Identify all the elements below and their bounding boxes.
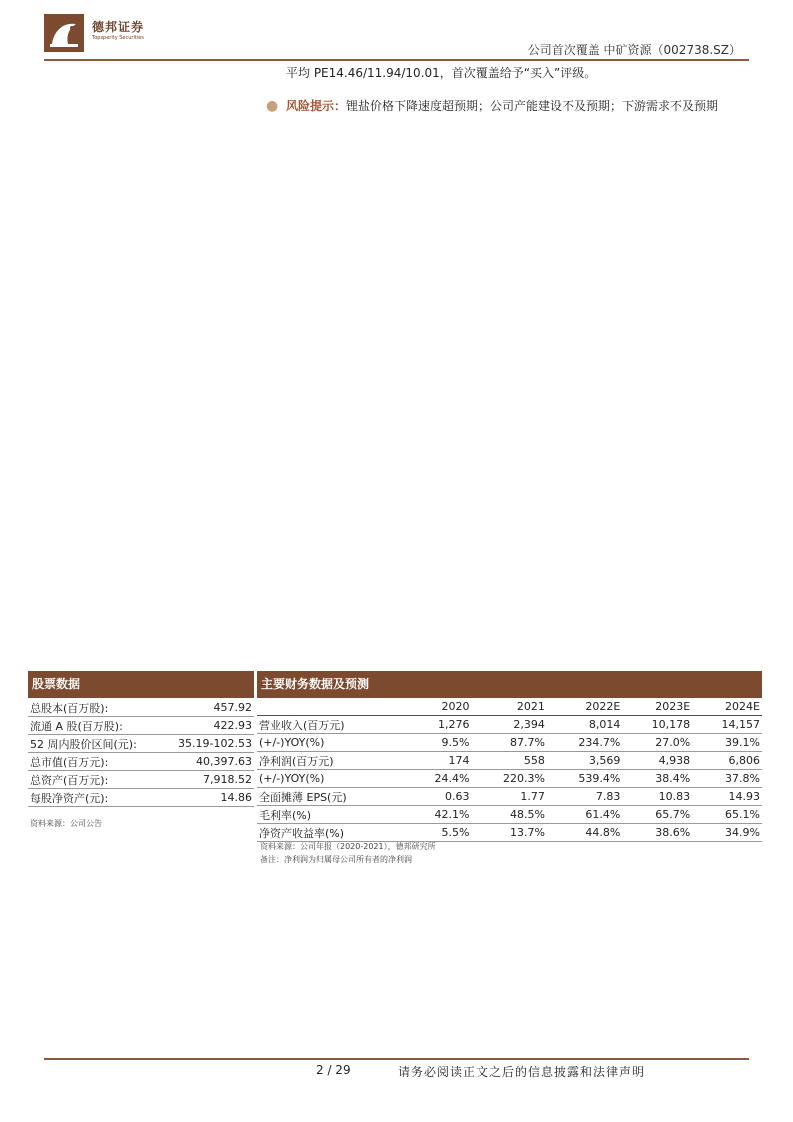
metric-value: 220.3%	[471, 770, 546, 788]
metric-label: 毛利率(%)	[257, 806, 408, 824]
risk-warning	[266, 97, 758, 115]
stock-row-value: 35.19-102.53	[161, 735, 254, 753]
metric-value: 539.4%	[547, 770, 622, 788]
metric-value: 44.8%	[547, 824, 622, 842]
metric-value: 9.5%	[408, 734, 472, 752]
stock-row-value: 457.92	[161, 699, 254, 717]
metric-value: 38.4%	[622, 770, 692, 788]
financials-source: 资料来源：公司年报（2020-2021），德邦研究所	[260, 842, 436, 851]
stock-row-value: 14.86	[161, 789, 254, 807]
metric-value: 27.0%	[622, 734, 692, 752]
bullet-icon: ●	[266, 98, 279, 114]
metric-value: 34.9%	[692, 824, 762, 842]
metric-value: 0.63	[408, 788, 472, 806]
metric-value: 42.1%	[408, 806, 472, 824]
table-row	[257, 824, 762, 842]
brand-name-en: Topsperity Securities	[92, 35, 144, 41]
stock-row-value: 422.93	[161, 717, 254, 735]
metric-value: 61.4%	[547, 806, 622, 824]
metric-value: 1.77	[471, 788, 546, 806]
metric-value: 14,157	[692, 716, 762, 734]
stock-row-value: 40,397.63	[161, 753, 254, 771]
stock-data-title: 股票数据	[28, 671, 254, 698]
risk-label: 风险提示：	[286, 99, 347, 113]
table-row	[257, 788, 762, 806]
financials-note: 备注：净利润为归属母公司所有者的净利润	[260, 855, 412, 864]
stock-row-label: 流通 A 股(百万股):	[28, 717, 161, 735]
metric-label: 营业收入(百万元)	[257, 716, 408, 734]
table-row	[28, 699, 254, 717]
year-header: 2022E	[547, 698, 622, 716]
metric-value: 24.4%	[408, 770, 472, 788]
metric-value: 10,178	[622, 716, 692, 734]
metric-label: 净利润(百万元)	[257, 752, 408, 770]
metric-value: 234.7%	[547, 734, 622, 752]
table-row	[28, 771, 254, 789]
brand-name-cn: 德邦证券	[92, 20, 145, 34]
table-row	[28, 753, 254, 771]
table-row	[28, 789, 254, 807]
metric-value: 8,014	[547, 716, 622, 734]
metric-value: 48.5%	[471, 806, 546, 824]
risk-text: 锂盐价格下降速度超预期；公司产能建设不及预期；下游需求不及预期	[346, 99, 719, 113]
financials-title: 主要财务数据及预测	[257, 671, 762, 698]
metric-label: 全面摊薄 EPS(元)	[257, 788, 408, 806]
metric-value: 558	[471, 752, 546, 770]
metric-value: 87.7%	[471, 734, 546, 752]
metric-value: 65.7%	[622, 806, 692, 824]
report-title: 公司首次覆盖 中矿资源（002738.SZ）	[527, 43, 741, 57]
footer-disclaimer: 请务必阅读正文之后的信息披露和法律声明	[398, 1065, 646, 1079]
financials-table	[257, 698, 762, 842]
metric-value: 1,276	[408, 716, 472, 734]
header-divider	[44, 59, 749, 61]
stock-row-label: 总市值(百万元):	[28, 753, 161, 771]
stock-row-label: 每股净资产(元):	[28, 789, 161, 807]
metric-value: 5.5%	[408, 824, 472, 842]
table-row	[257, 770, 762, 788]
year-header: 2021	[471, 698, 546, 716]
table-header-row	[257, 698, 762, 716]
metric-value: 4,938	[622, 752, 692, 770]
stock-row-value: 7,918.52	[161, 771, 254, 789]
company-logo-icon	[44, 14, 84, 52]
header-blank-cell	[257, 698, 408, 716]
metric-value: 2,394	[471, 716, 546, 734]
year-header: 2023E	[622, 698, 692, 716]
table-row	[257, 752, 762, 770]
table-row	[257, 734, 762, 752]
stock-row-label: 总资产(百万元):	[28, 771, 161, 789]
page-number: 2 / 29	[316, 1063, 351, 1077]
table-row	[257, 806, 762, 824]
metric-value: 37.8%	[692, 770, 762, 788]
table-row	[257, 716, 762, 734]
metric-value: 10.83	[622, 788, 692, 806]
metric-label: (+/-)YOY(%)	[257, 734, 408, 752]
metric-value: 7.83	[547, 788, 622, 806]
table-row	[28, 717, 254, 735]
year-header: 2024E	[692, 698, 762, 716]
page-header	[0, 0, 793, 62]
metric-label: (+/-)YOY(%)	[257, 770, 408, 788]
risk-paragraph	[266, 97, 758, 115]
stock-data-table	[28, 699, 254, 807]
metric-value: 39.1%	[692, 734, 762, 752]
metric-value: 13.7%	[471, 824, 546, 842]
metric-label: 净资产收益率(%)	[257, 824, 408, 842]
metric-value: 3,569	[547, 752, 622, 770]
metric-value: 65.1%	[692, 806, 762, 824]
footer-divider	[44, 1058, 749, 1060]
stock-row-label: 52 周内股价区间(元):	[28, 735, 161, 753]
metric-value: 174	[408, 752, 472, 770]
metric-value: 14.93	[692, 788, 762, 806]
year-header: 2020	[408, 698, 472, 716]
stock-row-label: 总股本(百万股):	[28, 699, 161, 717]
table-row	[28, 735, 254, 753]
stock-data-source: 资料来源：公司公告	[30, 819, 102, 828]
metric-value: 38.6%	[622, 824, 692, 842]
rating-paragraph: 平均 PE14.46/11.94/10.01，首次覆盖给予“买入”评级。	[286, 66, 597, 80]
metric-value: 6,806	[692, 752, 762, 770]
